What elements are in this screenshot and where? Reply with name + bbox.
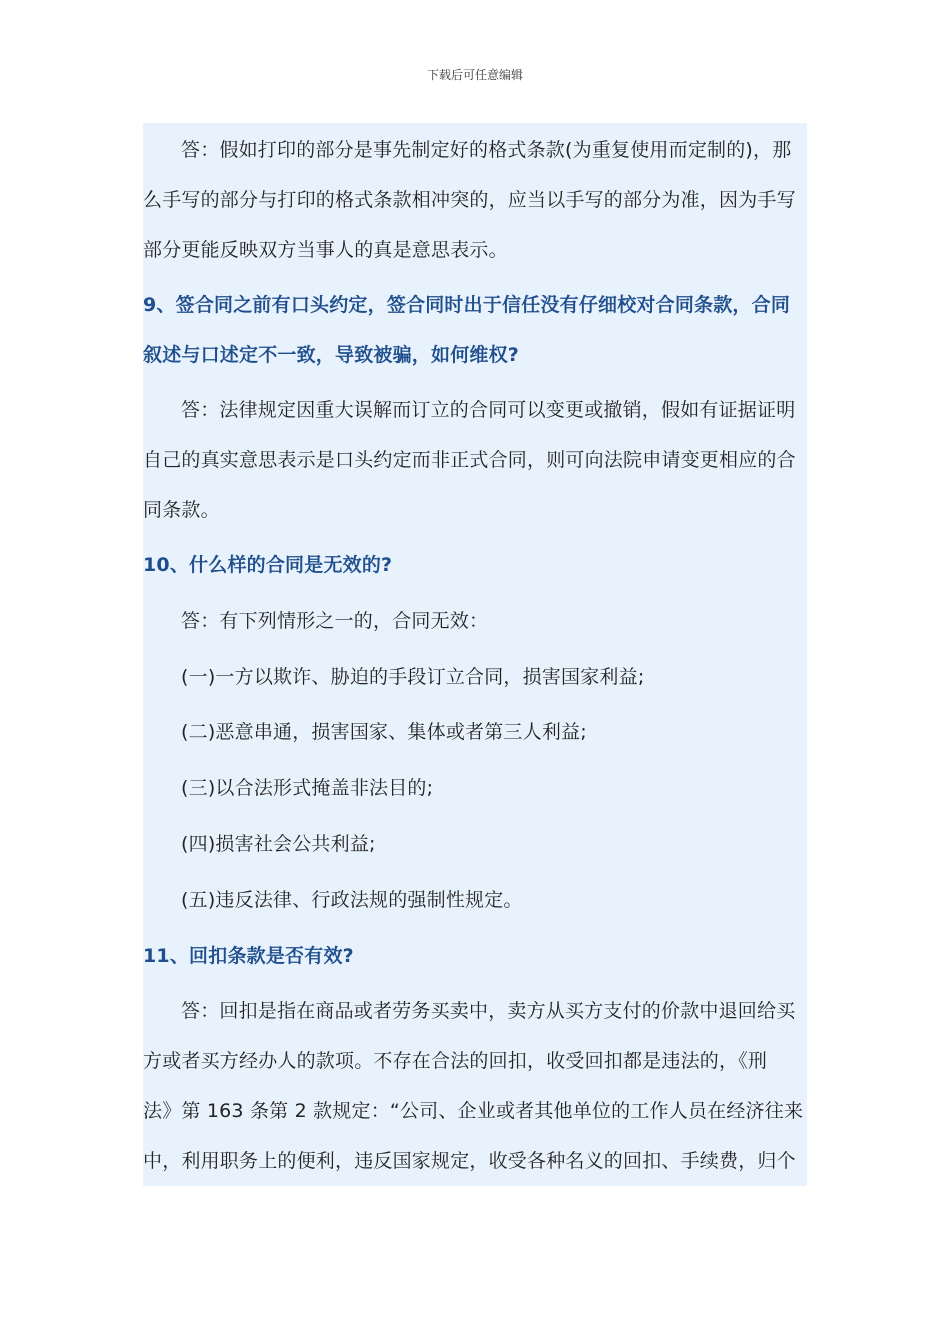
question-9-line-1: 9、签合同之前有口头约定，签合同时出于信任没有仔细校对合同条款，合同 [143, 294, 791, 316]
answer-11-line-2: 方或者买方经办人的款项。不存在合法的回扣，收受回扣都是违法的，《刑 [143, 1050, 768, 1072]
answer-10-item-4: (四)损害社会公共利益; [181, 833, 376, 855]
answer-11-line-3: 法》第 163 条第 2 款规定：“公司、企业或者其他单位的工作人员在经济往来 [143, 1100, 804, 1122]
answer-11-line-4: 中，利用职务上的便利，违反国家规定，收受各种名义的回扣、手续费，归个 [143, 1150, 796, 1172]
answer-11-line-1: 答：回扣是指在商品或者劳务买卖中，卖方从买方支付的价款中退回给买 [181, 1000, 796, 1022]
answer-8-line-2: 么手写的部分与打印的格式条款相冲突的，应当以手写的部分为准，因为手写 [143, 189, 796, 211]
answer-10-item-5: (五)违反法律、行政法规的强制性规定。 [181, 889, 523, 911]
document-body [143, 123, 807, 1186]
answer-10-item-2: (二)恶意串通，损害国家、集体或者第三人利益; [181, 721, 587, 743]
answer-9-line-3: 同条款。 [143, 499, 220, 521]
answer-9-line-2: 自己的真实意思表示是口头约定而非正式合同，则可向法院申请变更相应的合 [143, 449, 796, 471]
answer-8-line-1: 答：假如打印的部分是事先制定好的格式条款(为重复使用而定制的)，那 [181, 139, 792, 161]
answer-10-item-1: (一)一方以欺诈、胁迫的手段订立合同，损害国家利益; [181, 666, 645, 688]
question-10: 10、什么样的合同是无效的? [143, 554, 393, 576]
page-header-note: 下载后可任意编辑 [426, 68, 523, 82]
answer-9-line-1: 答：法律规定因重大误解而订立的合同可以变更或撤销，假如有证据证明 [181, 399, 796, 421]
question-9-line-2: 叙述与口述定不一致，导致被骗，如何维权? [143, 344, 520, 366]
question-11: 11、回扣条款是否有效? [143, 945, 354, 967]
answer-8-line-3: 部分更能反映双方当事人的真是意思表示。 [143, 239, 508, 261]
answer-10-item-3: (三)以合法形式掩盖非法目的; [181, 777, 434, 799]
answer-10-intro: 答：有下列情形之一的，合同无效： [181, 610, 489, 632]
